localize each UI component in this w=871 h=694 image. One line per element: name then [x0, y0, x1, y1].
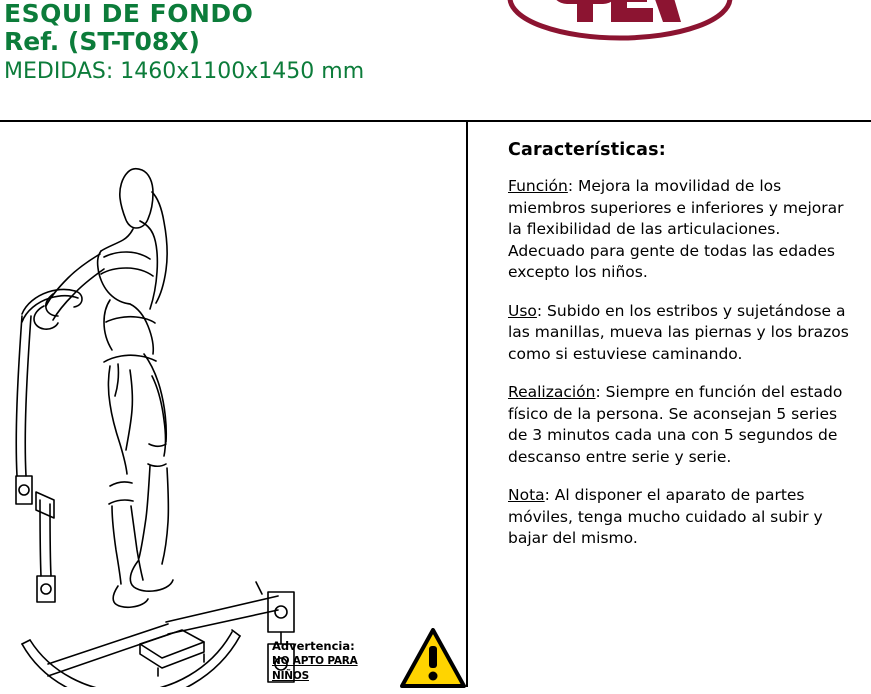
person-figure — [34, 169, 173, 608]
characteristics-heading: Características: — [508, 140, 666, 160]
warning-triangle-icon — [400, 628, 466, 694]
section-uso-body: : Subido en los estribos y sujetándose a las manillas, mueva las piernas y los brazos como si estuviese caminando. — [508, 301, 849, 363]
section-uso-lead: Uso — [508, 301, 537, 320]
page-header — [0, 0, 871, 115]
warning-label: Advertencia: — [272, 639, 355, 653]
header-divider — [0, 120, 871, 122]
section-realizacion-body: : Siempre en función del estado físico de la persona. Se aconsejan 5 series de 3 minutos cada una con 5 segundos de descanso entre serie y serie. — [508, 383, 843, 466]
product-title-block — [4, 0, 364, 87]
section-realizacion-lead: Realización — [508, 383, 596, 401]
column-divider — [466, 122, 468, 687]
product-name: ESQUI DE FONDO — [4, 0, 254, 28]
section-uso — [508, 301, 858, 366]
section-nota-body: : Al disponer el aparato de partes móviles, tenga mucho cuidado al subir y bajar del mismo. — [508, 486, 823, 547]
section-funcion-lead: Función — [508, 177, 568, 195]
product-dimensions: MEDIDAS: 1460x1100x1450 mm — [4, 59, 365, 84]
warning-label-group — [272, 639, 392, 684]
section-funcion-body: : Mejora la movilidad de los miembros superiores e inferiores y mejorar la flexibilidad de las articulaciones. Adecuado para gente de todas las edades excepto los niños. — [508, 177, 844, 281]
characteristics-panel — [508, 140, 858, 550]
company-logo — [507, 0, 733, 56]
section-realizacion — [508, 382, 858, 468]
warning-detail: NO APTO PARA NIÑOS — [272, 655, 358, 682]
section-nota — [508, 485, 858, 550]
product-illustration — [0, 124, 466, 687]
section-nota-lead: Nota — [508, 486, 545, 504]
section-funcion — [508, 176, 858, 284]
warning-block — [272, 637, 467, 687]
product-reference: Ref. (ST-T08X) — [4, 27, 200, 56]
machine-frame — [16, 290, 294, 687]
